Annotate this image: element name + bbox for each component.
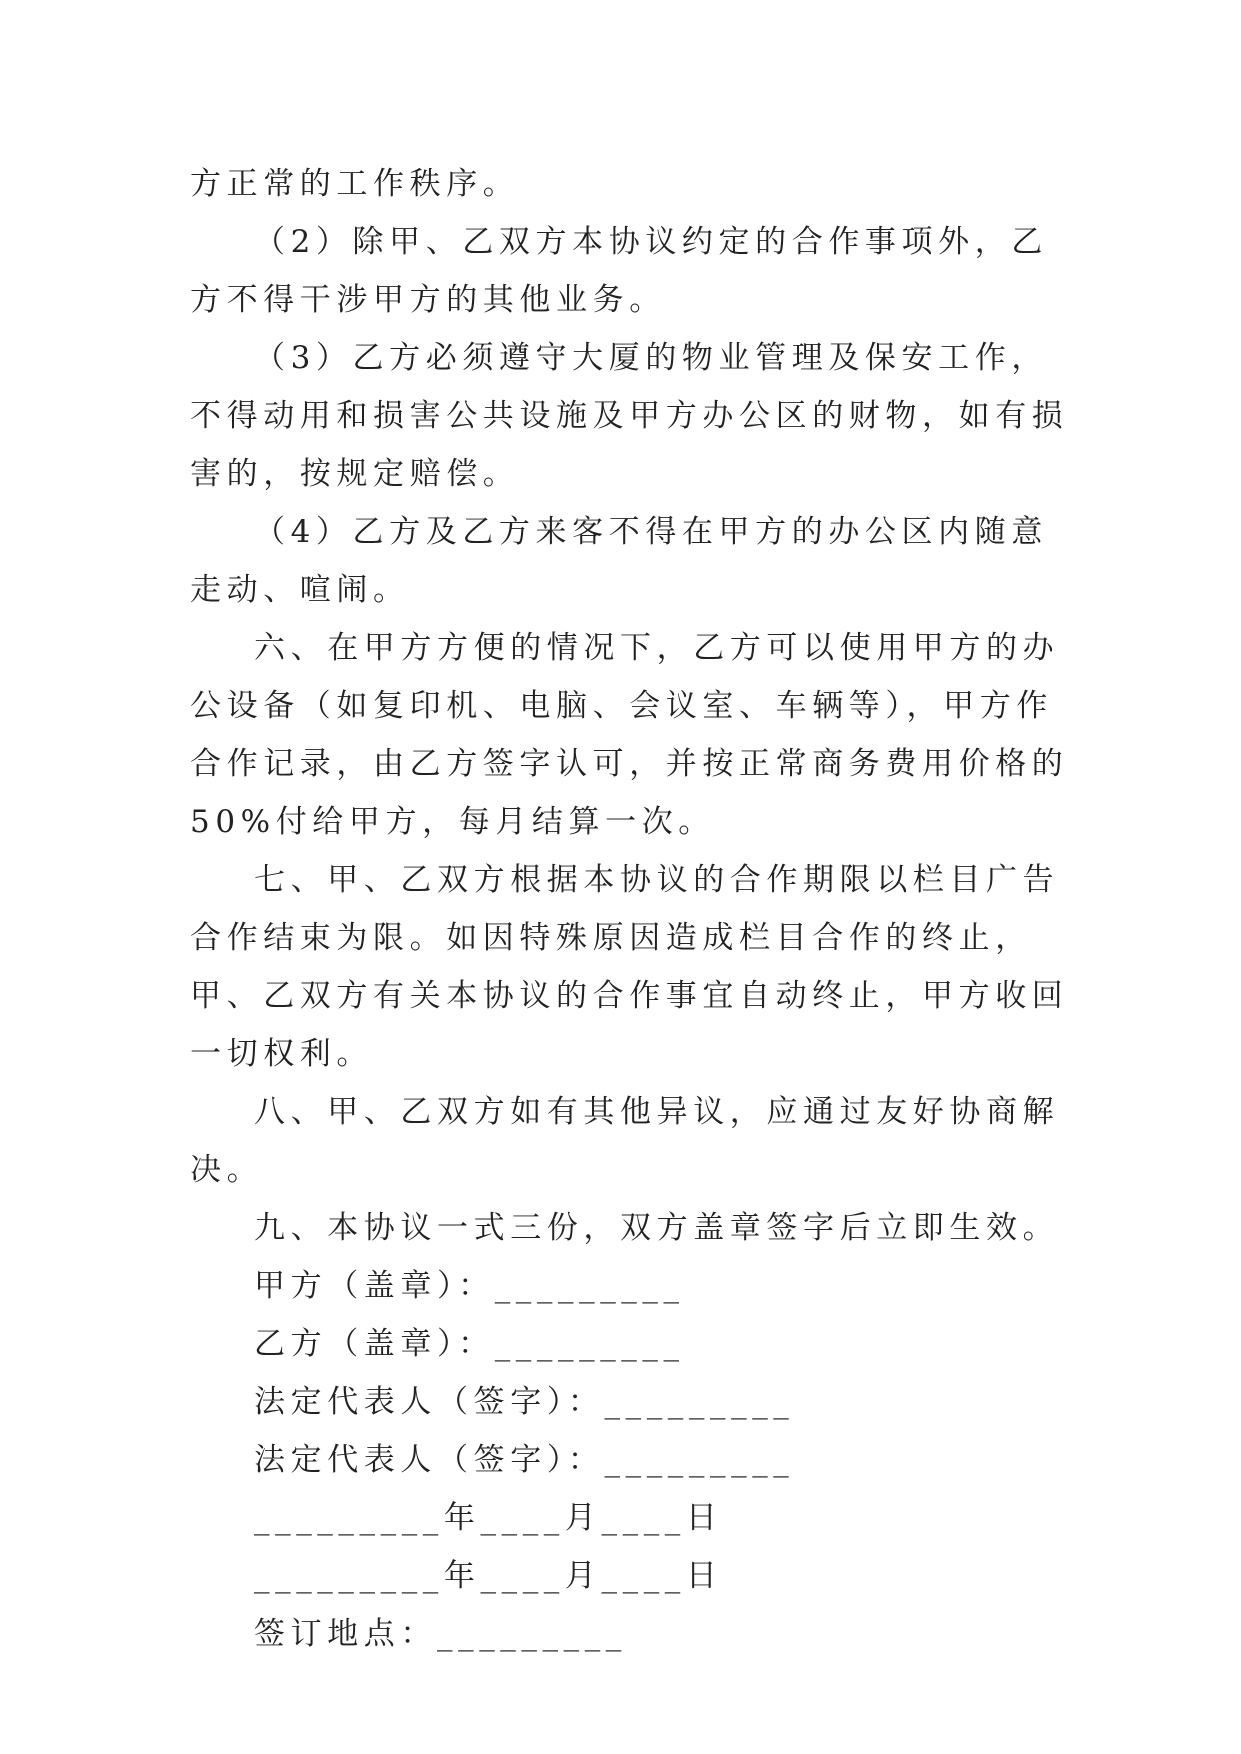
paragraph-continuation: 方正常的工作秩序。: [190, 166, 520, 202]
legal-rep-signature-line-2: 法定代表人（签字）：_________: [254, 1442, 795, 1478]
clause-5-item-4: （4）乙方及乙方来客不得在甲方的办公区内随意走动、喧闹。: [190, 514, 1048, 608]
clause-9: 九、本协议一式三份，双方盖章签字后立即生效。: [254, 1210, 1060, 1246]
date-line-2: _________年____月____日: [254, 1558, 723, 1594]
party-a-seal-line: 甲方（盖章）：_________: [254, 1268, 685, 1304]
legal-rep-signature-line-1: 法定代表人（签字）：_________: [254, 1384, 795, 1420]
clause-5-item-3: （3）乙方必须遵守大厦的物业管理及保安工作，不得动用和损害公共设施及甲方办公区的财物，如有损害的，按规定赔偿。: [190, 340, 1069, 492]
signature-block: [190, 1257, 1070, 1663]
clause-5-item-2: （2）除甲、乙双方本协议约定的合作事项外，乙方不得干涉甲方的其他业务。: [190, 224, 1048, 318]
clause-7: 七、甲、乙双方根据本协议的合作期限以栏目广告合作结束为限。如因特殊原因造成栏目合作的终止，甲、乙双方有关本协议的合作事宜自动终止，甲方收回一切权利。: [190, 862, 1069, 1072]
clause-8: 八、甲、乙双方如有其他异议，应通过友好协商解决。: [190, 1094, 1060, 1188]
date-line-1: _________年____月____日: [254, 1500, 723, 1536]
clause-6: 六、在甲方方便的情况下，乙方可以使用甲方的办公设备（如复印机、电脑、会议室、车辆等），甲方作合作记录，由乙方签字认可，并按正常商务费用价格的50%付给甲方，每月结算一次。: [190, 630, 1069, 840]
party-b-seal-line: 乙方（盖章）：_________: [254, 1326, 685, 1362]
signing-place-line: 签订地点：_________: [254, 1616, 627, 1652]
document-body: [190, 155, 1070, 1663]
